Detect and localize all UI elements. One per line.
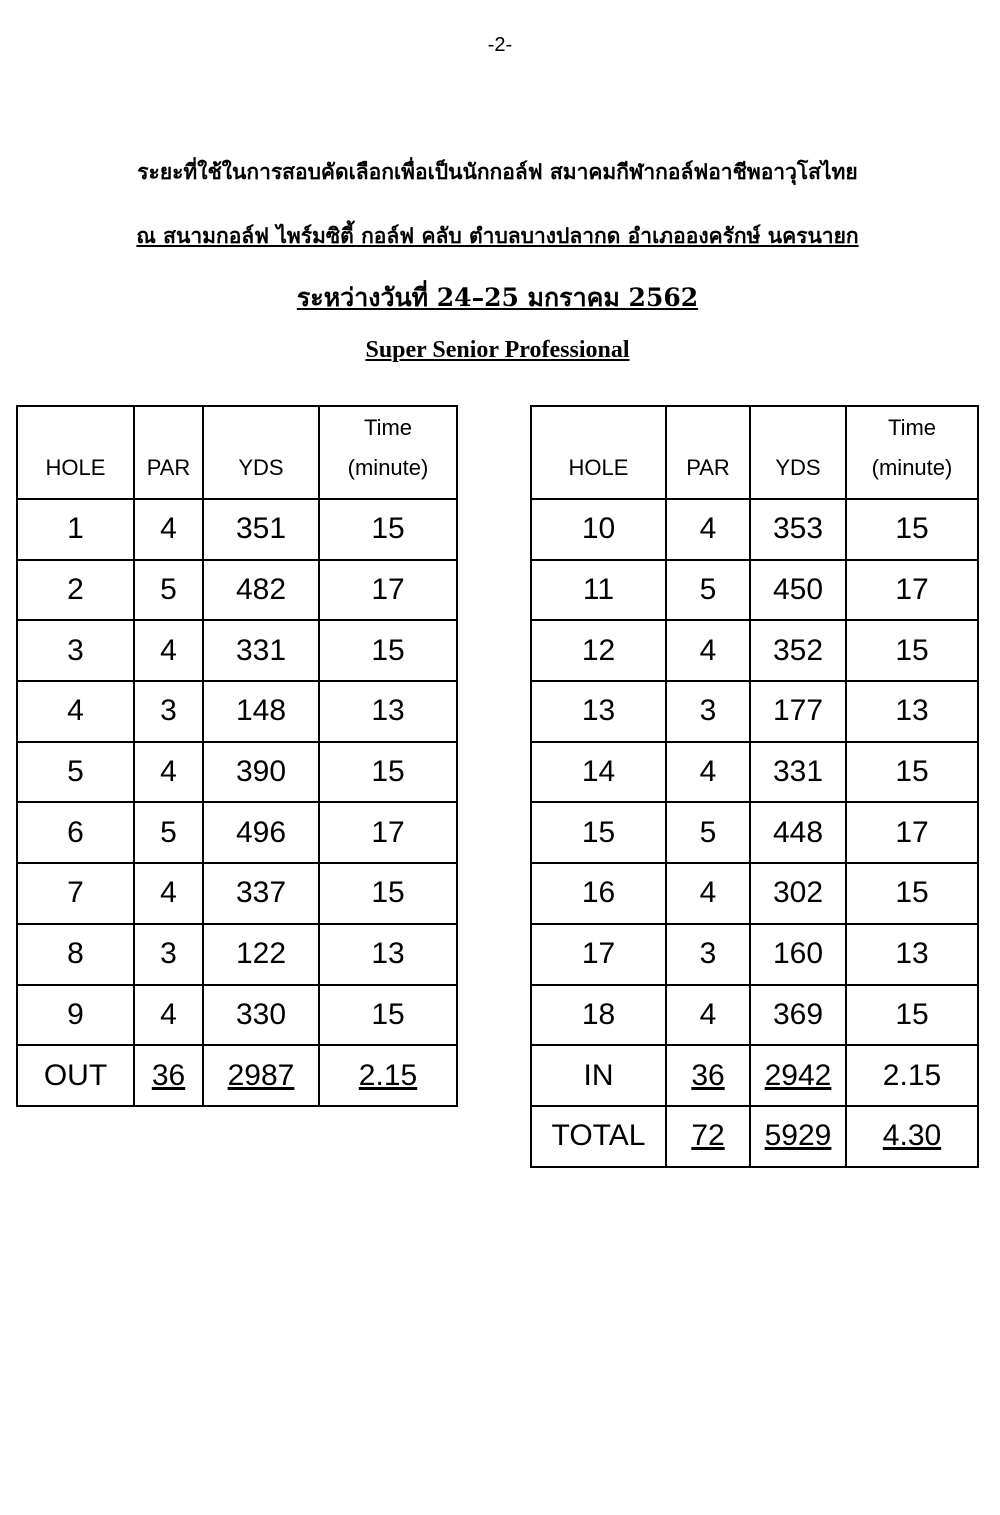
yds-header: YDS [203, 406, 319, 499]
par-cell: 5 [134, 560, 203, 621]
header-row [17, 406, 457, 499]
yds-cell: 390 [203, 742, 319, 803]
hole-cell: 9 [17, 985, 134, 1046]
time-cell [319, 1045, 457, 1106]
yds-cell: 160 [750, 924, 846, 985]
grand-total-row [531, 1106, 978, 1167]
par-value: 36 [151, 1058, 186, 1092]
table-row [17, 924, 457, 985]
yds-cell: 450 [750, 560, 846, 621]
label-cell: TOTAL [531, 1106, 666, 1167]
par-cell: 4 [666, 863, 750, 924]
time-cell: 15 [846, 620, 978, 681]
hole-cell: 3 [17, 620, 134, 681]
time-header [846, 406, 978, 499]
table-row [17, 742, 457, 803]
table-row [531, 924, 978, 985]
hole-cell: 18 [531, 985, 666, 1046]
time-cell: 15 [846, 742, 978, 803]
par-cell: 3 [666, 681, 750, 742]
time-header-line1: Time [363, 415, 413, 440]
hole-cell: 6 [17, 802, 134, 863]
yds-cell: 148 [203, 681, 319, 742]
yds-value: 5929 [764, 1119, 832, 1153]
par-cell: 3 [134, 924, 203, 985]
par-cell: 4 [134, 620, 203, 681]
hole-cell: 5 [17, 742, 134, 803]
time-header-line1: Time [887, 415, 937, 440]
yds-cell: 353 [750, 499, 846, 560]
time-cell: 17 [319, 802, 457, 863]
yds-cell: 302 [750, 863, 846, 924]
yds-header: YDS [750, 406, 846, 499]
time-cell: 15 [846, 499, 978, 560]
table-row [531, 560, 978, 621]
label-cell: OUT [17, 1045, 134, 1106]
time-cell: 15 [846, 863, 978, 924]
yds-cell: 331 [750, 742, 846, 803]
yds-value: 2987 [227, 1058, 295, 1092]
hole-cell: 11 [531, 560, 666, 621]
time-cell: 17 [846, 560, 978, 621]
time-cell: 15 [319, 742, 457, 803]
hole-cell: 17 [531, 924, 666, 985]
par-cell [666, 1045, 750, 1106]
time-cell: 13 [319, 924, 457, 985]
hole-cell: 13 [531, 681, 666, 742]
yds-cell: 496 [203, 802, 319, 863]
table-row [531, 863, 978, 924]
table-row [531, 681, 978, 742]
time-cell: 13 [846, 681, 978, 742]
par-cell: 5 [666, 560, 750, 621]
hole-cell: 7 [17, 863, 134, 924]
table-row [531, 620, 978, 681]
date-line: ระหว่างวันที่ 24–25 มกราคม 2562 [296, 283, 699, 312]
par-cell: 4 [134, 985, 203, 1046]
table-row [531, 742, 978, 803]
par-value: 36 [691, 1058, 725, 1092]
hole-cell: 8 [17, 924, 134, 985]
table-row [17, 681, 457, 742]
time-cell: 15 [319, 985, 457, 1046]
venue-line: ณ สนามกอล์ฟ ไพร์มซิตี้ กอล์ฟ คลับ ตำบลบางปลากด อำเภอองครักษ์ นครนายก [136, 223, 859, 248]
table-row [17, 863, 457, 924]
yds-cell: 331 [203, 620, 319, 681]
yds-cell: 337 [203, 863, 319, 924]
yds-cell: 482 [203, 560, 319, 621]
par-cell: 4 [134, 863, 203, 924]
time-cell: 17 [846, 802, 978, 863]
table-row [17, 560, 457, 621]
time-cell: 15 [319, 620, 457, 681]
time-cell: 17 [319, 560, 457, 621]
table-row [17, 802, 457, 863]
out-total-row [17, 1045, 457, 1106]
par-cell [134, 1045, 203, 1106]
time-header-line2: (minute) [871, 455, 953, 480]
table-row [531, 499, 978, 560]
time-header-line2: (minute) [347, 455, 429, 480]
hole-header: HOLE [17, 406, 134, 499]
time-cell: 15 [319, 499, 457, 560]
par-cell: 4 [666, 499, 750, 560]
par-cell: 4 [134, 499, 203, 560]
hole-header: HOLE [531, 406, 666, 499]
header-row [531, 406, 978, 499]
yds-cell [750, 1106, 846, 1167]
par-cell: 4 [134, 742, 203, 803]
hole-cell: 15 [531, 802, 666, 863]
yds-cell: 448 [750, 802, 846, 863]
hole-cell: 12 [531, 620, 666, 681]
time-value: 4.30 [882, 1119, 942, 1153]
par-cell: 3 [134, 681, 203, 742]
hole-cell: 2 [17, 560, 134, 621]
par-cell [666, 1106, 750, 1167]
par-cell: 4 [666, 985, 750, 1046]
time-cell: 2.15 [846, 1045, 978, 1106]
yds-cell [750, 1045, 846, 1106]
label-cell: IN [531, 1045, 666, 1106]
category-title: Super Senior Professional [365, 337, 630, 363]
hole-cell: 1 [17, 499, 134, 560]
time-cell [846, 1106, 978, 1167]
yds-cell: 352 [750, 620, 846, 681]
hole-cell: 4 [17, 681, 134, 742]
yds-value: 2942 [764, 1058, 832, 1092]
time-value: 2.15 [358, 1058, 418, 1092]
time-cell: 13 [846, 924, 978, 985]
yds-cell: 122 [203, 924, 319, 985]
page-number: -2- [487, 34, 513, 56]
par-header: PAR [134, 406, 203, 499]
hole-cell: 14 [531, 742, 666, 803]
par-cell: 4 [666, 620, 750, 681]
time-cell: 15 [846, 985, 978, 1046]
par-cell: 5 [134, 802, 203, 863]
yds-cell: 351 [203, 499, 319, 560]
par-header: PAR [666, 406, 750, 499]
time-header [319, 406, 457, 499]
table-row [17, 985, 457, 1046]
par-cell: 3 [666, 924, 750, 985]
time-cell: 15 [319, 863, 457, 924]
par-cell: 4 [666, 742, 750, 803]
par-value: 72 [691, 1119, 725, 1153]
yds-cell: 177 [750, 681, 846, 742]
yds-cell: 330 [203, 985, 319, 1046]
table-row [531, 802, 978, 863]
par-cell: 5 [666, 802, 750, 863]
table-row [531, 985, 978, 1046]
table-row [17, 620, 457, 681]
table-row [17, 499, 457, 560]
yds-cell [203, 1045, 319, 1106]
in-total-row [531, 1045, 978, 1106]
hole-cell: 10 [531, 499, 666, 560]
back-nine-table [530, 405, 979, 1168]
document-title: ระยะที่ใช้ในการสอบคัดเลือกเพื่อเป็นนักกอล์ฟ สมาคมกีฬากอล์ฟอาชีพอาวุโสไทย [137, 159, 858, 184]
yds-cell: 369 [750, 985, 846, 1046]
front-nine-table [16, 405, 458, 1107]
time-cell: 13 [319, 681, 457, 742]
hole-cell: 16 [531, 863, 666, 924]
